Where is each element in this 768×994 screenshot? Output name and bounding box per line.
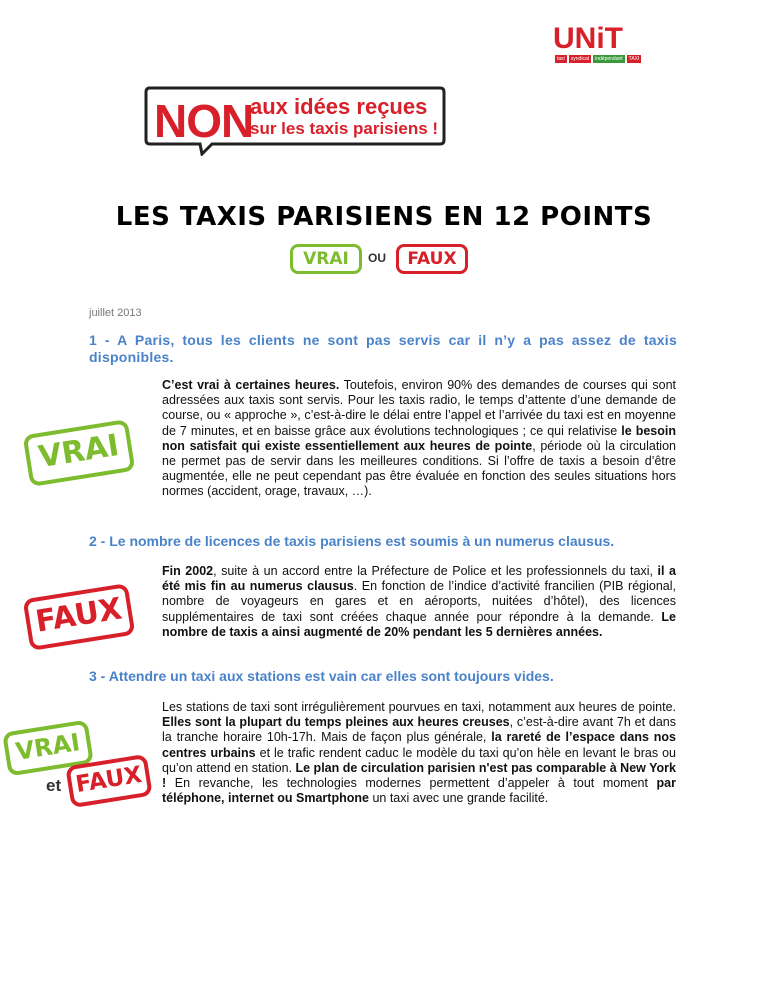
p2-text-1: , suite à un accord entre la Préfecture de Police et les professionnels du taxi, (213, 564, 658, 578)
point-2-title: 2 - Le nombre de licences de taxis parisiens est soumis à un numerus clausus. (89, 533, 615, 549)
point-1-title: 1 - A Paris, tous les clients ne sont pas servis car il n’y a pas assez de taxis disponibles. (89, 332, 677, 365)
p1-text-2: , période où la circulation ne permet pas de servir dans les meilleures conditions. Si l’offre de taxis a besoin d’être augmentée, elle ne peut cependant pas être évaluée en fonction des seules situations hors normes (accident, orage, travaux, …). (162, 438, 676, 499)
banner-line-1: aux idées reçues (250, 94, 428, 119)
point-3-text (162, 700, 676, 806)
p3-bold-4: par téléphone, internet ou Smartphone (162, 776, 676, 806)
vrai-badge: VRAI (290, 244, 362, 274)
p2-bold-1: Fin 2002 (162, 564, 214, 578)
p3-text-5: un taxi avec une grande facilité. (368, 791, 549, 806)
p2-text-2: . En fonction de l’indice d’activité francilien (PIB régional, nombre de voyageurs en gares et en aéroports, nuitées d’hôtel), des licences supplémentaires de taxi sont créées chaque année pour répondre à la demande. (162, 579, 676, 624)
ou-label: OU (368, 251, 386, 265)
faux-badge: FAUX (396, 244, 468, 274)
p3-text-3: et le trafic rendent caduc le modèle du taxi qu’on hèle en levant le bras ou qu’on attend en station. (162, 745, 677, 775)
point-3-et: et (46, 776, 62, 795)
p3-text-2: , c’est-à-dire avant 7h et dans la tranche horaire 10h-17h. Mais de façon plus générale, (162, 715, 676, 745)
p3-bold-2: la rareté de l’espace dans nos centres urbains (162, 730, 676, 760)
point-3-faux-stamp: FAUX (65, 754, 153, 808)
logo-subline (555, 55, 670, 63)
logo-sub-3: indépendant (595, 56, 623, 62)
point-3-title: 3 - Attendre un taxi aux stations est vain car elles sont toujours vides. (89, 668, 554, 684)
banner-non: NON (154, 95, 254, 147)
logo-sub-4: TAXI (628, 56, 640, 62)
p3-bold-1: Elles sont la plupart du temps pleines aux heures creuses (162, 715, 510, 730)
page-title: LES TAXIS PARISIENS EN 12 POINTS (115, 202, 653, 232)
p2-bold-2: il a été mis fin au numerus clausus (162, 564, 677, 594)
point-1-vrai-stamp: VRAI (23, 419, 136, 487)
vrai-ou-faux (290, 242, 470, 276)
logo-word: UNiT (553, 22, 623, 55)
point-2-text (162, 564, 676, 640)
banner-line-2: sur les taxis parisiens ! (250, 119, 439, 138)
non-banner (142, 84, 447, 156)
point-2-faux-stamp: FAUX (23, 583, 136, 651)
p3-text-1: Les stations de taxi sont irrégulièrement pourvues en taxi, notamment aux heures de pointe. (162, 700, 676, 714)
p3-bold-3: Le plan de circulation parisien n'est pas comparable à New York ! (162, 760, 676, 791)
p1-bold-1: C’est vrai à certaines heures. (162, 378, 340, 392)
p1-text-1: Toutefois, environ 90% des demandes de courses qui sont adressées aux taxis sont servis. Pour les taxis radio, le temps d’attente d’une demande de course, ou « approche », c’est-à-dire le délai entre l’appel et l’arrivée du taxi est en moyenne de 7 minutes, et en baisse grâce aux évolutions technologiques ; ce qui relativise (162, 378, 676, 438)
date: juillet 2013 (89, 307, 142, 319)
p3-text-4: En revanche, les technologies modernes permettent d’appeler à tout moment (166, 776, 657, 791)
p2-bold-3: Le nombre de taxis a ainsi augmenté de 20% pendant les 5 dernières années. (162, 609, 676, 639)
unit-logo (553, 22, 671, 64)
point-1-text (162, 378, 676, 500)
p1-bold-2: le besoin non satisfait qui existe essentiellement aux heures de pointe (162, 423, 676, 453)
logo-sub-2: syndicat (570, 56, 590, 62)
point-3-vrai-stamp: VRAI (2, 720, 94, 777)
logo-sub-1: taxi (557, 56, 565, 62)
